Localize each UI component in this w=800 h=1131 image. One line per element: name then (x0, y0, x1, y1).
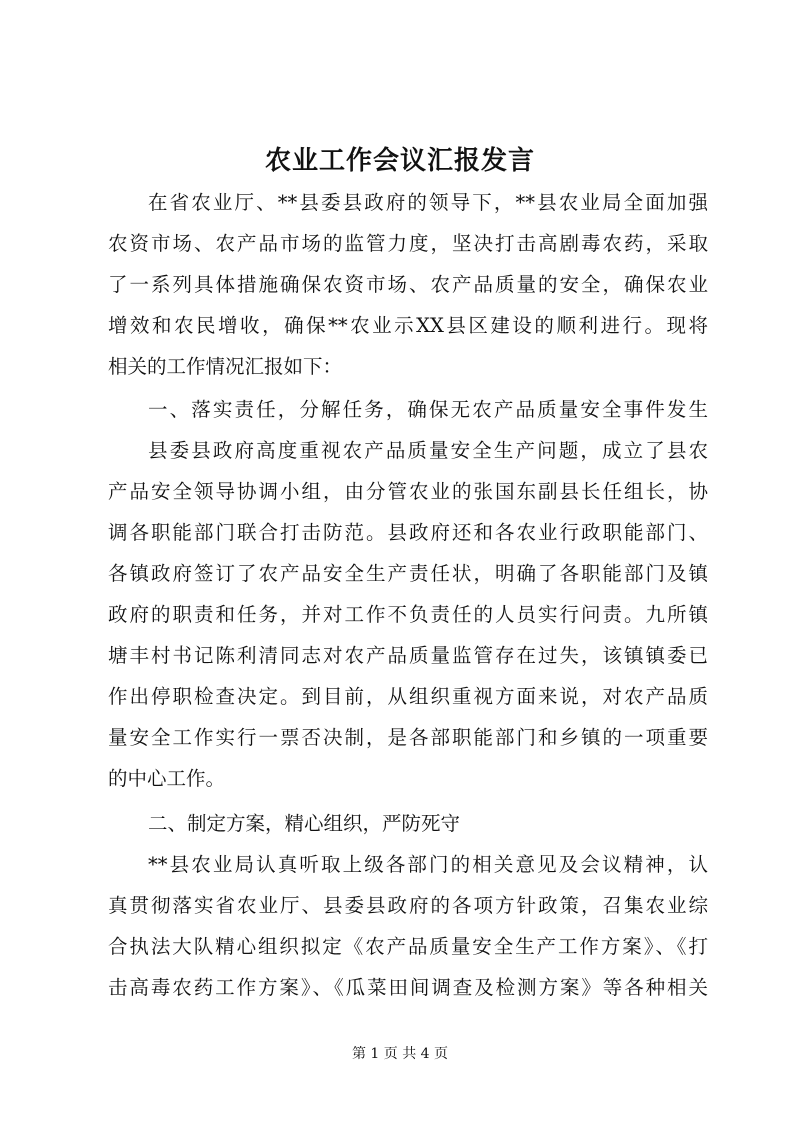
paragraph-3-line-4: 击高毒农药工作方案》、《瓜菜田间调查及检测方案》等各种相关 (108, 976, 708, 999)
paragraph-2-line-3: 调各职能部门联合打击防范。县政府还和各农业行政职能部门、 (108, 521, 708, 544)
paragraph-1-line-4: 增效和农民增收，确保**农业示XX县区建设的顺利进行。现将 (108, 314, 708, 337)
paragraph-2-line-9: 的中心工作。 (108, 767, 226, 790)
paragraph-2-line-5: 政府的职责和任务，并对工作不负责任的人员实行问责。九所镇 (108, 603, 708, 626)
paragraph-1-line-2: 农资市场、农产品市场的监管力度，坚决打击高剧毒农药，采取 (108, 232, 708, 255)
paragraph-3-line-2: 真贯彻落实省农业厅、县委县政府的各项方针政策，召集农业综 (108, 894, 708, 917)
page-number-footer: 第 1 页 共 4 页 (351, 1046, 449, 1062)
paragraph-1-line-5: 相关的工作情况汇报如下： (108, 355, 343, 378)
section-heading-1: 一、落实责任，分解任务，确保无农产品质量安全事件发生 (148, 398, 708, 421)
section-heading-2: 二、制定方案，精心组织，严防死守 (148, 812, 461, 835)
paragraph-3-line-3: 合执法大队精心组织拟定《农产品质量安全生产工作方案》、《打 (108, 935, 708, 958)
paragraph-1-line-3: 了一系列具体措施确保农资市场、农产品质量的安全，确保农业 (108, 273, 708, 296)
paragraph-3-line-1: **县农业局认真听取上级各部门的相关意见及会议精神，认 (148, 853, 708, 876)
paragraph-2-line-6: 塘丰村书记陈利清同志对农产品质量监管存在过失，该镇镇委已 (108, 644, 708, 667)
paragraph-2-line-4: 各镇政府签订了农产品安全生产责任状，明确了各职能部门及镇 (108, 562, 708, 585)
paragraph-2-line-1: 县委县政府高度重视农产品质量安全生产问题，成立了县农 (148, 439, 708, 462)
document-title: 农业工作会议汇报发言 (264, 146, 535, 176)
paragraph-2-line-8: 量安全工作实行一票否决制，是各部职能部门和乡镇的一项重要 (108, 726, 708, 749)
paragraph-2-line-7: 作出停职检查决定。到目前，从组织重视方面来说，对农产品质 (108, 685, 708, 708)
paragraph-2-line-2: 产品安全领导协调小组，由分管农业的张国东副县长任组长，协 (108, 480, 708, 503)
paragraph-1-line-1: 在省农业厅、**县委县政府的领导下，**县农业局全面加强 (148, 191, 708, 214)
